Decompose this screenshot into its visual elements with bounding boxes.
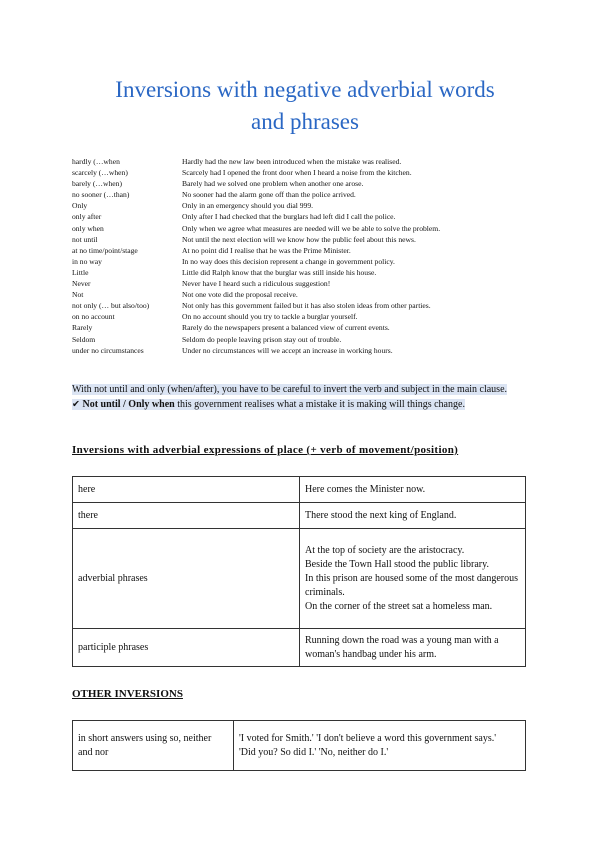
adverbial-row — [72, 289, 542, 300]
example-sentence: Running down the road was a young man with a woman's handbag under his arm. — [305, 634, 499, 660]
examples-cell — [300, 629, 526, 667]
adverbial-example: Not one vote did the proposal receive. — [182, 290, 298, 300]
adverbial-term: Never — [72, 279, 91, 289]
examples-cell — [300, 503, 526, 529]
examples-cell — [234, 721, 526, 771]
adverbial-term: under no circumstances — [72, 345, 144, 355]
example-sentence: 'I voted for Smith.' 'I don't believe a word this government says.' — [239, 732, 497, 744]
examples-cell — [300, 529, 526, 629]
adverbial-row — [72, 245, 542, 256]
examples-cell — [300, 477, 526, 503]
other-inversions-table — [72, 720, 526, 771]
adverbial-example: Only after I had checked that the burglars had left did I call the police. — [182, 212, 396, 222]
adverbial-example: Only in an emergency should you dial 999. — [182, 201, 314, 211]
table-row — [73, 477, 526, 503]
adverbial-term: only when — [72, 223, 104, 233]
adverbial-example: Not until the next election will we know how the public feel about this news. — [182, 234, 416, 244]
adverbial-row — [72, 300, 542, 311]
adverbial-term: Rarely — [72, 323, 93, 333]
table-row — [73, 629, 526, 667]
adverbial-term: on no account — [72, 312, 115, 322]
adverbial-example: Little did Ralph know that the burglar was still inside his house. — [182, 267, 377, 277]
adverbial-example: No sooner had the alarm gone off than the police arrived. — [182, 190, 356, 200]
adverbial-row — [72, 189, 542, 200]
adverbial-row — [72, 345, 542, 356]
adverbial-row — [72, 156, 542, 167]
example-sentence: Here comes the Minister now. — [305, 483, 426, 495]
adverbial-term: Seldom — [72, 334, 96, 344]
adverbial-term: only after — [72, 212, 102, 222]
adverbial-term: at no time/point/stage — [72, 245, 138, 255]
page-title — [60, 74, 550, 138]
category-cell: there — [73, 503, 300, 529]
adverbial-term: scarcely (…when) — [72, 168, 128, 178]
example-sentence: In this prison are housed some of the most dangerous criminals. — [305, 572, 519, 598]
adverbial-example: Seldom do people leaving prison stay out of trouble. — [182, 334, 342, 344]
adverbial-term: hardly (…when — [72, 157, 120, 166]
example-sentence: At the top of society are the aristocracy. — [305, 544, 465, 556]
adverbial-example: Hardly had the new law been introduced when the mistake was realised. — [182, 157, 402, 166]
place-heading: Inversions with adverbial expressions of place (+ verb of movement/position) — [72, 444, 459, 456]
title-line-2: and phrases — [251, 109, 359, 134]
adverbial-example: Not only has this government failed but it has also stolen ideas from other parties. — [182, 301, 431, 311]
check-mark-icon: ✔ — [72, 399, 80, 410]
adverbial-example: Scarcely had I opened the front door when I heard a noise from the kitchen. — [182, 168, 412, 178]
adverbial-row — [72, 311, 542, 322]
adverbial-example: Never have I heard such a ridiculous suggestion! — [182, 279, 331, 289]
adverbial-term: no sooner (…than) — [72, 190, 130, 200]
adverbial-example: In no way does this decision represent a change in government policy. — [182, 256, 395, 266]
example-sentence: Beside the Town Hall stood the public library. — [305, 558, 489, 570]
other-heading: OTHER INVERSIONS — [72, 688, 183, 700]
example-sentence: On the corner of the street sat a homeless man. — [305, 600, 493, 612]
table-row — [73, 503, 526, 529]
adverbial-term: in no way — [72, 256, 102, 266]
table-row — [73, 721, 526, 771]
adverbial-row — [72, 256, 542, 267]
adverbial-example: At no point did I realise that he was the Prime Minister. — [182, 245, 351, 255]
adverbial-row — [72, 334, 542, 345]
adverbial-example: On no account should you try to tackle a burglar yourself. — [182, 312, 358, 322]
adverbial-row — [72, 267, 542, 278]
adverbial-row — [72, 322, 542, 333]
adverbial-term: Only — [72, 201, 88, 211]
note-example-bold: Not until / Only when — [82, 399, 175, 410]
adverbial-term: barely (…when) — [72, 179, 122, 189]
category-cell: here — [73, 477, 300, 503]
adverbial-row — [72, 178, 542, 189]
adverbial-example: Under no circumstances will we accept an increase in working hours. — [182, 345, 393, 355]
negative-adverbials-list — [72, 156, 542, 356]
adverbial-term: Not — [72, 290, 84, 300]
adverbial-row — [72, 211, 542, 222]
note-example-rest: this government realises what a mistake it is making will things change. — [174, 399, 465, 410]
adverbial-term: Little — [72, 267, 89, 277]
example-sentence: 'Did you? So did I.' 'No, neither do I.' — [239, 746, 389, 758]
adverbial-example: Barely had we solved one problem when another one arose. — [182, 179, 364, 189]
adverbial-term: not only (… but also/too) — [72, 301, 150, 311]
adverbial-example: Only when we agree what measures are needed will we be able to solve the problem. — [182, 223, 441, 233]
adverbial-row — [72, 278, 542, 289]
adverbial-row — [72, 234, 542, 245]
category-cell: participle phrases — [73, 629, 300, 667]
adverbial-row — [72, 167, 542, 178]
note-example — [72, 399, 465, 410]
category-cell: adverbial phrases — [73, 529, 300, 629]
adverbial-row — [72, 200, 542, 211]
note-text: With not until and only (when/after), you have to be careful to invert the verb and subject in the main clause. — [72, 384, 508, 395]
example-sentence: There stood the next king of England. — [305, 509, 457, 521]
place-inversions-table — [72, 476, 526, 667]
adverbial-example: Rarely do the newspapers present a balanced view of current events. — [182, 323, 390, 333]
adverbial-row — [72, 223, 542, 234]
table-row — [73, 529, 526, 629]
title-line-1: Inversions with negative adverbial words — [115, 77, 495, 102]
adverbial-term: not until — [72, 234, 98, 244]
inversion-note — [72, 382, 528, 412]
category-cell: in short answers using so, neither and nor — [73, 721, 234, 771]
